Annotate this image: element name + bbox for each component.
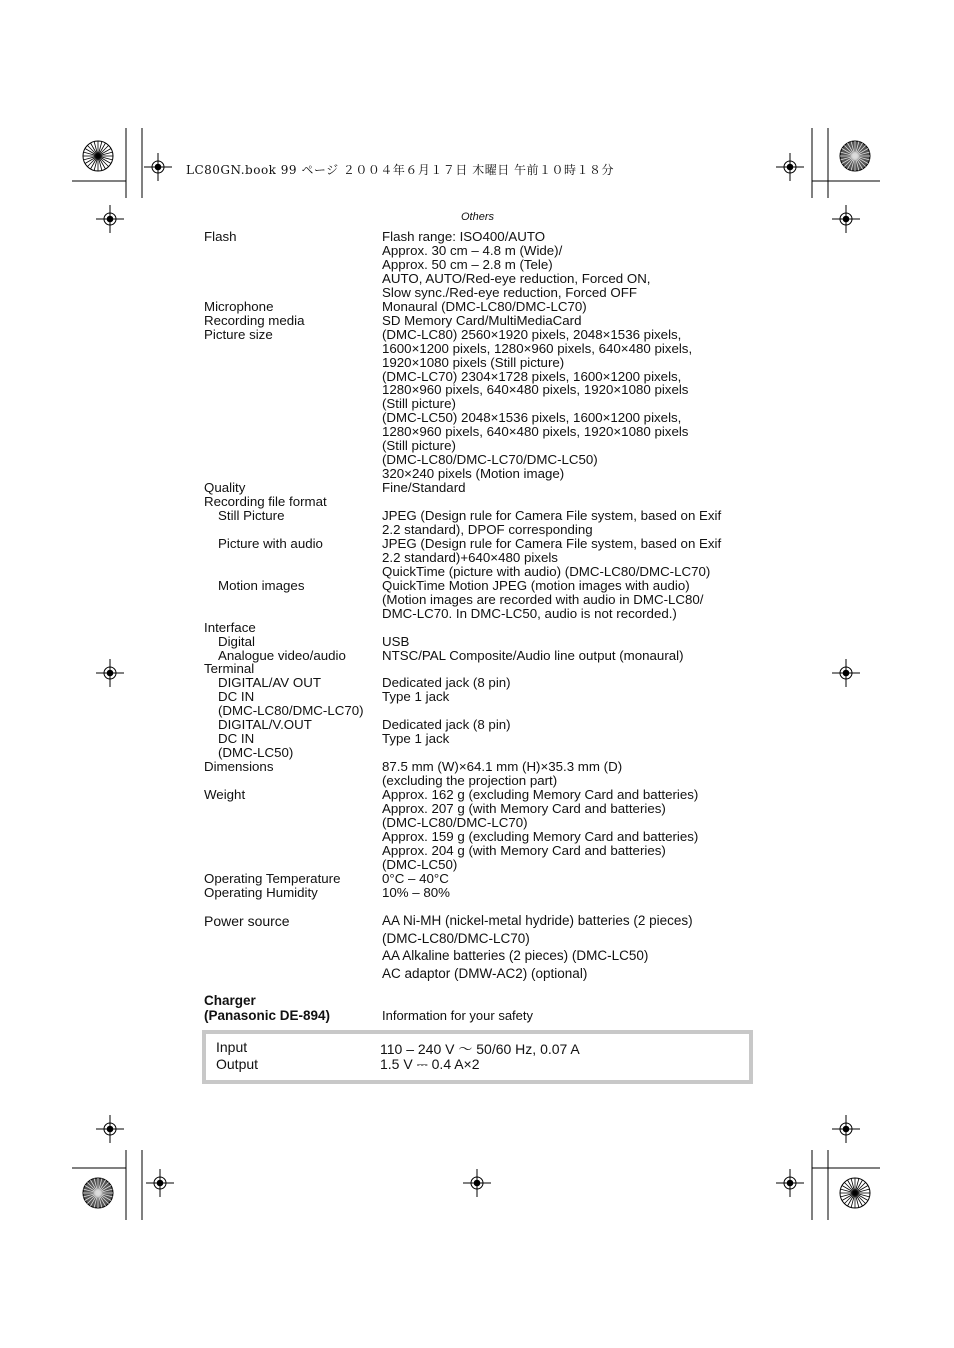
spec-label: DIGITAL/V.OUT [218,717,312,733]
spec-value: 1920×1080 pixels (Still picture) [382,354,565,370]
spec-label: Microphone [204,298,274,314]
spec-label: (DMC-LC50) [218,745,294,761]
power-source-value: (DMC-LC80/DMC-LC70) [382,930,530,946]
spec-value: Approx. 30 cm – 4.8 m (Wide)/ [382,242,563,258]
spec-value: Slow sync./Red-eye reduction, Forced OFF [382,284,637,300]
spec-value: (DMC-LC80/DMC-LC70) [382,814,528,830]
spec-label: Still Picture [218,508,285,523]
charger-heading [204,993,330,1023]
spec-label: Flash [204,229,237,244]
spec-value: (DMC-LC50) [382,856,458,872]
spec-label: Picture with audio [218,535,323,551]
charger-spec-box [202,1030,753,1084]
spec-value: 87.5 mm (W)×64.1 mm (H)×35.3 mm (D) [382,759,623,775]
spec-label: (DMC-LC80/DMC-LC70) [218,703,364,719]
spec-value: DMC-LC70. In DMC-LC50, audio is not recorded.) [382,605,677,621]
spec-label: Operating Humidity [204,884,318,900]
spec-label: DIGITAL/AV OUT [218,675,321,691]
spec-value: Monaural (DMC-LC80/DMC-LC70) [382,298,587,314]
power-source-value: AA Alkaline batteries (2 pieces) (DMC-LC50) [382,948,649,963]
spec-value: (Still picture) [382,396,456,412]
input-value: 110 – 240 V ～ 50/60 Hz, 0.07 A [380,1041,580,1057]
spec-value: 320×240 pixels (Motion image) [382,466,565,482]
output-label: Output [216,1056,259,1072]
spec-value: Approx. 50 cm – 2.8 m (Tele) [382,256,553,272]
spec-value: JPEG (Design rule for Camera File system, based on Exif [382,535,722,551]
spec-value: QuickTime (picture with audio) (DMC-LC80/DMC-LC70) [382,563,711,579]
spec-value: 0°C – 40°C [382,870,449,886]
spec-value: Flash range: ISO400/AUTO [382,229,546,244]
spec-value: Dedicated jack (8 pin) [382,675,511,691]
charger-heading-line2: (Panasonic DE-894) [204,1008,331,1023]
spec-label: Operating Temperature [204,870,341,886]
spec-value: SD Memory Card/MultiMediaCard [382,312,582,328]
safety-note: Information for your safety [382,1008,534,1023]
charger-heading-line1: Charger [204,993,256,1008]
spec-label: Interface [204,619,256,635]
spec-label: Motion images [218,577,305,593]
power-source-label: Power source [204,913,290,929]
spec-value: (DMC-LC50) 2048×1536 pixels, 1600×1200 pixels, [382,410,682,426]
spec-label: DC IN [218,689,255,705]
file-header-line: LC80GN.book 99 ページ ２００４年６月１７日 木曜日 午前１０時１８分 [186,163,615,177]
section-title: Others [461,211,495,223]
spec-label: Recording media [204,312,305,328]
spec-label: Quality [204,480,246,496]
spec-value: Approx. 159 g (excluding Memory Card and batteries) [382,828,699,844]
spec-value: NTSC/PAL Composite/Audio line output (monaural) [382,647,684,663]
spec-value: (DMC-LC80/DMC-LC70/DMC-LC50) [382,452,598,468]
spec-value: 2.2 standard)+640×480 pixels [382,549,558,565]
spec-value: Approx. 204 g (with Memory Card and batteries) [382,842,666,858]
spec-value: (Motion images are recorded with audio in DMC-LC80/ [382,591,704,607]
spec-value: 10% – 80% [382,884,451,900]
spec-label: Digital [218,633,255,649]
spec-value: Dedicated jack (8 pin) [382,717,511,733]
spec-value: (DMC-LC70) 2304×1728 pixels, 1600×1200 pixels, [382,368,682,384]
spec-value: 2.2 standard), DPOF corresponding [382,521,593,537]
spec-value: Type 1 jack [382,731,450,747]
spec-label: DC IN [218,731,255,747]
input-label: Input [216,1039,248,1055]
output-value: 1.5 V ⎓ 0.4 A×2 [380,1056,480,1072]
spec-value: USB [382,633,410,649]
spec-value: Type 1 jack [382,689,450,705]
spec-label: Terminal [204,661,255,677]
spec-label: Analogue video/audio [218,647,346,663]
spec-label: Picture size [204,326,273,342]
spec-value: Fine/Standard [382,480,466,496]
spec-value: QuickTime Motion JPEG (motion images with audio) [382,577,690,593]
spec-label: Dimensions [204,759,274,775]
spec-value: 1600×1200 pixels, 1280×960 pixels, 640×480 pixels, [382,340,693,356]
spec-value: Approx. 162 g (excluding Memory Card and batteries) [382,787,699,802]
spec-label: Weight [204,787,246,802]
spec-value: JPEG (Design rule for Camera File system, based on Exif [382,508,722,523]
spec-value: Approx. 207 g (with Memory Card and batteries) [382,800,666,816]
spec-value: 1280×960 pixels, 640×480 pixels, 1920×1080 pixels [382,424,689,440]
spec-value: 1280×960 pixels, 640×480 pixels, 1920×1080 pixels [382,382,689,398]
spec-value: AUTO, AUTO/Red-eye reduction, Forced ON, [382,270,651,286]
spec-value: (Still picture) [382,438,456,454]
spec-value: (DMC-LC80) 2560×1920 pixels, 2048×1536 pixels, [382,326,682,342]
spec-value: (excluding the projection part) [382,773,558,789]
spec-label: Recording file format [204,494,327,510]
power-source-value: AA Ni-MH (nickel-metal hydride) batteries (2 pieces) [382,913,693,928]
power-source-value: AC adaptor (DMW-AC2) (optional) [382,965,588,981]
